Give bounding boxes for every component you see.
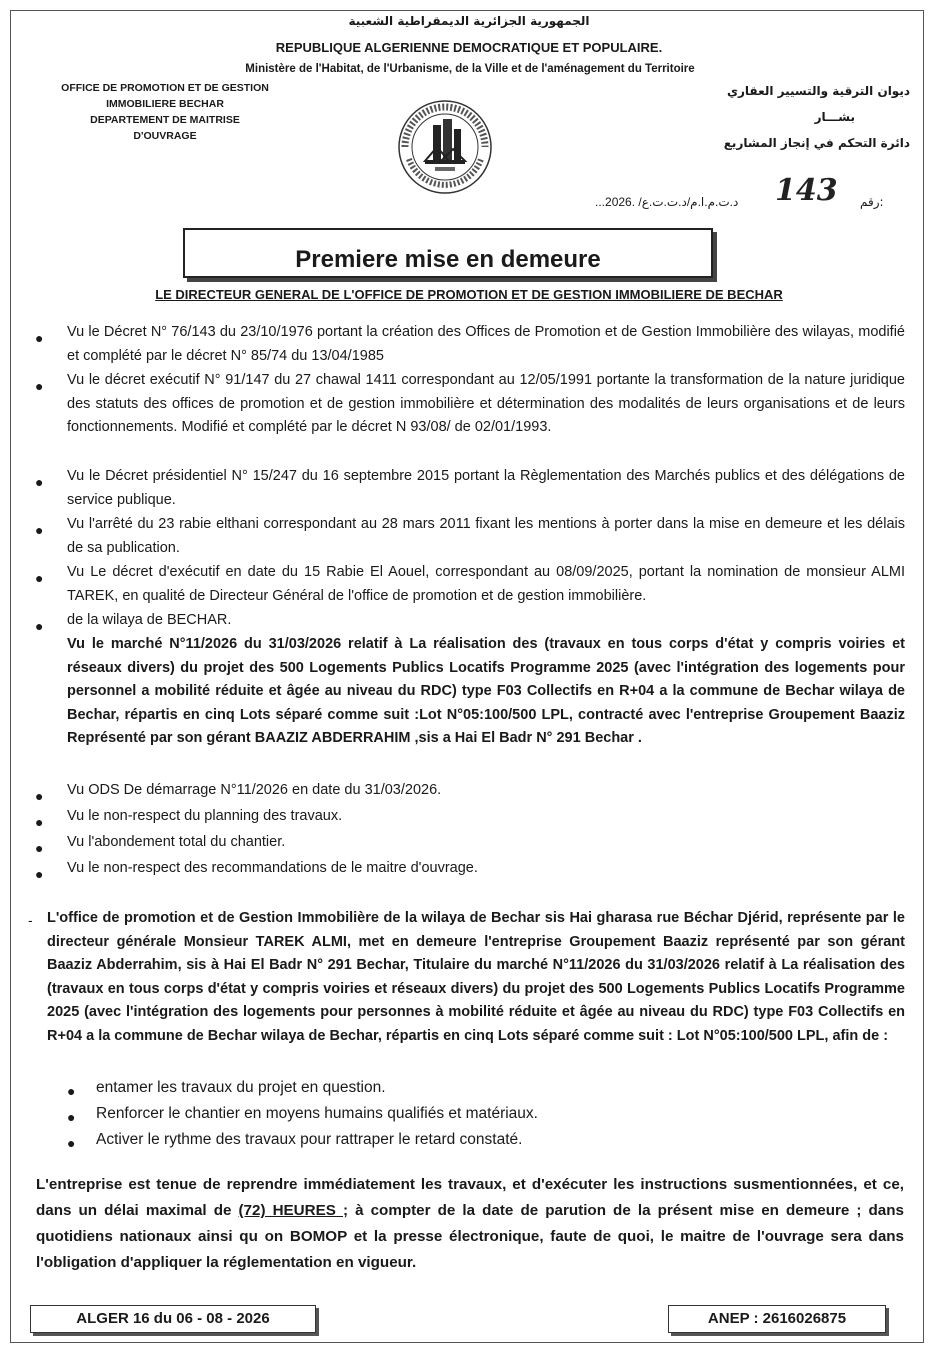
bullet-icon: ● bbox=[35, 814, 44, 830]
marche-visa: Vu le marché N°11/2026 du 31/03/2026 relatif à La réalisation des (travaux en tous corps d'état y compris voiries et réseaux divers) du projet des 500 Logements Publics Locatifs Programme 2025 (avec l'intégration des logements pour personnel a mobilité réduite et âgée au niveau du RDC) type F03 Collectifs en R+04 a la commune de Bechar wilaya de Bechar, répartis en cinq Lots séparé comme suit :Lot N°05:100/500 LPL, contracté avec l'entreprise Groupement Baaziz Représenté par son gérant BAAZIZ ABDERRAHIM ,sis a Hai El Badr N° 291 Bechar . bbox=[67, 636, 905, 746]
arabic-office-line: دائرة التحكم في إنجاز المشاريع bbox=[723, 136, 910, 150]
arabic-republic-heading: الجمهورية الجزائرية الديمقراطية الشعبية bbox=[348, 14, 590, 28]
bullet-icon: ● bbox=[35, 866, 44, 882]
closing-after: à compter de la date de parution de la présent mise en demeure ; dans quotidiens nationaux ainsi qu on BOMOP et la presse électronique, faute de quoi, le maitre de l'ouvrage sera dans l'obligation d'appliquer la réglementation en vigueur. bbox=[36, 1202, 904, 1271]
action-item: Renforcer le chantier en moyens humains qualifiés et matériaux. bbox=[96, 1105, 538, 1122]
bullet-icon: ● bbox=[35, 618, 44, 634]
deadline: (72) HEURES ; bbox=[238, 1202, 349, 1219]
reference-number: 143 bbox=[775, 173, 838, 208]
bullet-icon: ● bbox=[35, 570, 44, 586]
bullet-icon: ● bbox=[35, 330, 44, 346]
visa-item: Vu le Décret présidentiel N° 15/247 du 16 septembre 2015 portant la Règlementation des Marchés publics et des délégations de service publique. bbox=[67, 468, 905, 508]
reference-suffix: ...د.ت.م.ا.م/د.ت.ت.ع/ .2026 bbox=[595, 195, 739, 209]
opgi-logo-icon bbox=[395, 97, 495, 197]
reference-prefix: رقم: bbox=[860, 195, 884, 209]
closing-before: L'entreprise est tenue de reprendre immédiatement les travaux, et d'exécuter les instructions susmentionnées, et ce, dans un délai maximal de bbox=[36, 1176, 904, 1219]
document-title: Premiere mise en demeure bbox=[295, 246, 601, 273]
footer-location-date: ALGER 16 du 06 - 08 - 2026 bbox=[30, 1305, 316, 1333]
office-line: OFFICE DE PROMOTION ET DE GESTION bbox=[61, 82, 269, 94]
office-line: DEPARTEMENT DE MAITRISE bbox=[90, 114, 240, 126]
office-line: D'OUVRAGE bbox=[133, 130, 197, 142]
visa-item: Vu le non-respect du planning des travaux. bbox=[67, 808, 343, 824]
bullet-icon: ● bbox=[35, 522, 44, 538]
director-heading: LE DIRECTEUR GENERAL DE L'OFFICE DE PROMOTION ET DE GESTION IMMOBILIERE DE BECHAR bbox=[155, 287, 783, 302]
visa-item: de la wilaya de BECHAR. bbox=[67, 612, 232, 628]
visa-item: Vu le non-respect des recommandations de le maitre d'ouvrage. bbox=[67, 860, 478, 876]
visa-item: Vu l'arrêté du 23 rabie elthani correspondant au 28 mars 2011 fixant les mentions à porter dans la mise en demeure et les délais de sa publication. bbox=[67, 516, 905, 556]
arabic-office-line: ديوان الترقية والتسيير العقاري bbox=[727, 84, 910, 98]
republic-heading: REPUBLIQUE ALGERIENNE DEMOCRATIQUE ET POPULAIRE. bbox=[275, 40, 663, 55]
office-header-left bbox=[40, 80, 290, 144]
arabic-office-line: بشـــار bbox=[814, 110, 855, 124]
visa-item: Vu l'abondement total du chantier. bbox=[67, 834, 286, 850]
dash-icon: - bbox=[28, 912, 33, 928]
visa-item: Vu le décret exécutif N° 91/147 du 27 chawal 1411 correspondant au 12/05/1991 portante la transformation de la nature juridique des statuts des offices de promotion et de gestion immobilière et détermination des modalités de leurs organisations et de leurs fonctionnements. Modifié et complété par le décret N 93/08/ de 02/01/1993. bbox=[67, 372, 905, 435]
office-line: IMMOBILIERE BECHAR bbox=[106, 98, 224, 110]
bullet-icon: ● bbox=[35, 378, 44, 394]
body-paragraph: L'office de promotion et de Gestion Immobilière de la wilaya de Bechar sis Hai gharasa rue Béchar Djérid, représente par le directeur générale Monsieur TAREK ALMI, met en demeure l'entreprise Groupement Baaziz représenté par son gérant Baaziz Abderrahim, sis à Hai El Badr N° 291 Bechar, Titulaire du marché N°11/2026 du 31/03/2026 relatif à La réalisation des (travaux en tous corps d'état y compris voiries et réseaux divers) du projet des 500 Logements Publics Locatifs Programme 2025 (avec l'intégration des logements pour personnes à mobilité réduite et âgée au niveau du RDC) type F03 Collectifs en R+04 a la commune de Bechar wilaya de Bechar, répartis en cinq Lots séparé comme suit : Lot N°05:100/500 LPL, afin de : bbox=[47, 910, 905, 1044]
footer-anep-number: ANEP : 2616026875 bbox=[668, 1305, 886, 1333]
bullet-icon: ● bbox=[35, 788, 44, 804]
bullet-icon: ● bbox=[35, 474, 44, 490]
action-item: Activer le rythme des travaux pour rattraper le retard constaté. bbox=[96, 1131, 523, 1148]
closing-paragraph bbox=[36, 1172, 904, 1276]
action-item: entamer les travaux du projet en question. bbox=[96, 1079, 386, 1096]
ministry-heading: Ministère de l'Habitat, de l'Urbanisme, de la Ville et de l'aménagement du Territoire bbox=[245, 63, 695, 75]
document-title-box bbox=[183, 228, 713, 278]
visa-item: Vu le Décret N° 76/143 du 23/10/1976 portant la création des Offices de Promotion et de Gestion Immobilière des wilayas, modifié et complété par le décret N° 85/74 du 13/04/1985 bbox=[67, 324, 905, 364]
office-header-right-arabic bbox=[715, 78, 910, 156]
bullet-icon: ● bbox=[67, 1109, 76, 1125]
visa-item: Vu ODS De démarrage N°11/2026 en date du 31/03/2026. bbox=[67, 782, 442, 798]
bullet-icon: ● bbox=[35, 840, 44, 856]
bullet-icon: ● bbox=[67, 1135, 76, 1151]
bullet-icon: ● bbox=[67, 1083, 76, 1099]
visa-item: Vu Le décret d'exécutif en date du 15 Rabie El Aouel, correspondant au 08/09/2025, portant la nomination de monsieur ALMI TAREK, en qualité de Directeur Général de l'office de promotion et de gestion immobilière. bbox=[67, 564, 905, 604]
